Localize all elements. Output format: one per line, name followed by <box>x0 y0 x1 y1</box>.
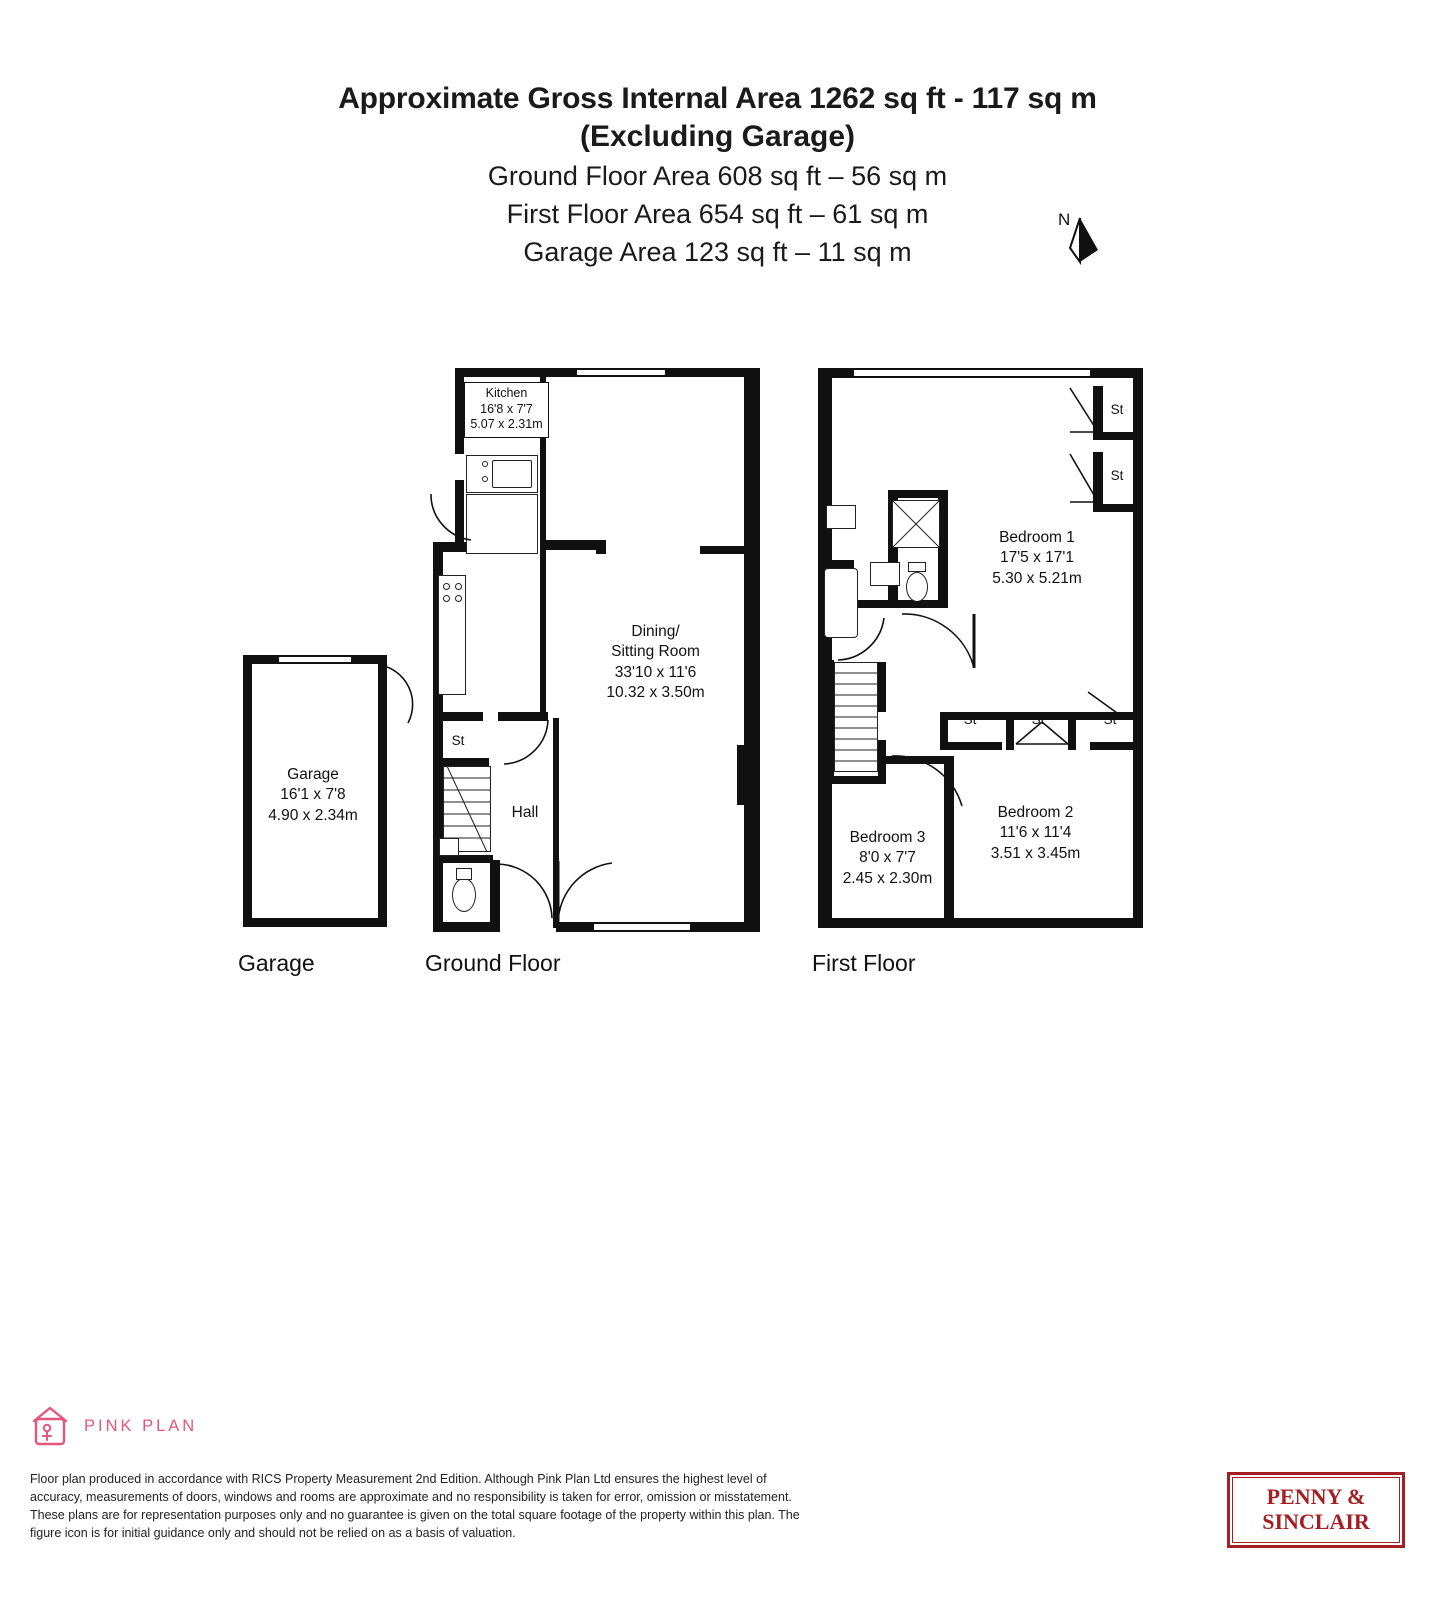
garage-area-text: Garage Area 123 sq ft – 11 sq m <box>523 237 912 268</box>
first-wall-right <box>1133 368 1143 928</box>
bedroom2-dims-metric: 3.51 x 3.45m <box>990 844 1081 862</box>
bedroom3-name: Bedroom 3 <box>849 829 926 846</box>
compass-north-label: N <box>1058 210 1071 229</box>
first-landing-cupboard-bottom-1 <box>940 742 1002 750</box>
ground-store-label: St <box>451 733 465 748</box>
first-staircase-lines <box>834 662 878 772</box>
ground-wall-kitchen-left <box>455 368 464 454</box>
pink-plan-label: PINK PLAN <box>84 1416 198 1435</box>
penny-sinclair-logo-inner <box>1232 1477 1400 1543</box>
store-door-swing <box>500 718 550 768</box>
wc-toilet <box>452 878 476 912</box>
kitchen-sink-basin <box>492 460 532 488</box>
penny-sinclair-logo <box>1227 1472 1405 1548</box>
bedroom2-label <box>958 803 1113 864</box>
kitchen-hob-ring-3 <box>443 583 450 590</box>
kitchen-hob-ring-4 <box>455 583 462 590</box>
bedroom1-dims-metric: 5.30 x 5.21m <box>992 569 1082 587</box>
dining-room-name-line2: Sitting Room <box>611 643 700 661</box>
first-store1-wall-bottom <box>1093 432 1143 440</box>
kitchen-units-left <box>438 575 466 695</box>
ground-wall-hall-bottom <box>433 922 498 932</box>
kitchen-door-swing <box>425 492 473 547</box>
bathroom-basin-2 <box>870 562 900 586</box>
kitchen-hob-ring-5 <box>443 595 450 602</box>
first-landing-cupboard-bottom-2 <box>1090 742 1142 750</box>
kitchen-dims-imperial: 16'8 x 7'7 <box>480 401 533 416</box>
bedroom3-dims-metric: 2.45 x 2.30m <box>842 869 933 887</box>
bathroom-basin-1 <box>826 505 856 529</box>
ground-wall-wc-top <box>433 855 493 863</box>
first-stair-wall-right-upper <box>878 662 886 712</box>
kitchen-label-box <box>464 382 549 438</box>
ground-wall-mid-stub <box>596 540 606 554</box>
bedroom3-label <box>830 828 945 889</box>
ground-wall-store-bottom <box>433 758 489 766</box>
first-floor-area-text: First Floor Area 654 sq ft – 61 sq m <box>506 199 929 230</box>
shower-cross-lines <box>892 500 940 548</box>
bedroom1-label <box>962 528 1112 589</box>
garage-room-name: Garage <box>287 766 339 783</box>
first-wall-bottom <box>818 918 1143 928</box>
kitchen-dims-metric: 5.07 x 2.31m <box>470 417 543 432</box>
garage-room-dims-imperial: 16'1 x 7'8 <box>280 786 346 804</box>
bedroom3-door-swing <box>890 752 970 810</box>
first-store1-door <box>1068 386 1100 438</box>
first-store-label-2: St <box>1110 468 1124 483</box>
garage-door-swing <box>378 663 420 733</box>
first-store-label-1: St <box>1110 402 1124 417</box>
garage-window-top <box>277 655 353 664</box>
hall-label: Hall <box>511 804 539 821</box>
wc-basin <box>439 838 459 856</box>
ground-wall-right-lower <box>744 800 760 932</box>
bedroom1-door-swing <box>888 612 978 672</box>
wc-cistern <box>456 868 472 880</box>
ground-wall-store-top-left <box>433 712 483 721</box>
agent-name-line1: PENNY & <box>1266 1484 1366 1510</box>
kitchen-hob-ring-1 <box>482 461 488 467</box>
floor-title-ground: Ground Floor <box>425 950 561 976</box>
dining-room-name-line1: Dining/ <box>631 623 680 640</box>
ground-wall-mid-1 <box>540 540 600 550</box>
bathroom-toilet <box>906 572 928 602</box>
garage-room-label <box>238 765 388 826</box>
first-store-label-3: St <box>963 712 977 727</box>
dining-room-dims-imperial: 33'10 x 11'6 <box>614 663 697 681</box>
bathroom-door-swing <box>834 616 886 664</box>
hall-front-door-swing <box>556 855 614 925</box>
header-title-line2: (Excluding Garage) <box>579 120 856 154</box>
ground-wall-right-bay <box>737 745 760 805</box>
first-store-label-4: St <box>1031 712 1045 727</box>
first-bath-wall-left-div <box>818 560 854 568</box>
disclaimer-text: Floor plan produced in accordance with RICS Property Measurement 2nd Edition. Although Pink Plan Ltd ensures the highest level of accuracy, measurements of doors, windows and rooms are approximate and no responsibility is taken for error, omission or misstatement. These plans are for representation purposes only and no guarantee is given on the total square footage of the property within this plan. The figure icon is for initial guidance only and should not be relied on as a basis of valuation. <box>30 1472 800 1541</box>
pink-plan-house-icon <box>30 1405 70 1447</box>
first-stair-wall-left <box>826 660 834 780</box>
ground-window-rear <box>575 368 667 377</box>
bathroom-cistern <box>908 562 926 572</box>
header-title-line1: Approximate Gross Internal Area 1262 sq ft - 117 sq m <box>338 82 1097 115</box>
kitchen-hob-ring-6 <box>455 595 462 602</box>
bedroom1-name: Bedroom 1 <box>999 529 1075 546</box>
garage-wall-bottom <box>243 918 387 927</box>
wc-door-swing <box>496 862 556 922</box>
garage-room-dims-metric: 4.90 x 2.34m <box>268 806 358 824</box>
kitchen-hob-ring-2 <box>482 476 488 482</box>
first-window-rear <box>852 368 1092 378</box>
first-store-label-5: St <box>1103 712 1117 727</box>
first-stair-wall-bottom <box>826 776 886 784</box>
bedroom2-dims-imperial: 11'6 x 11'4 <box>999 824 1072 842</box>
kitchen-worktop <box>466 494 538 554</box>
ground-wall-mid-2 <box>700 546 748 554</box>
dining-room-dims-metric: 10.32 x 3.50m <box>606 684 705 702</box>
ground-wall-right-mid <box>744 548 760 748</box>
pink-plan-branding <box>30 1405 197 1447</box>
first-wall-left-upper <box>818 368 832 503</box>
ground-wall-right-upper <box>744 368 760 558</box>
first-store2-wall-bottom <box>1093 504 1143 512</box>
bedroom1-dims-imperial: 17'5 x 17'1 <box>999 549 1074 567</box>
floor-title-garage: Garage <box>238 950 315 976</box>
dining-sitting-room-label <box>578 622 733 704</box>
bedroom3-dims-imperial: 8'0 x 7'7 <box>859 849 916 867</box>
kitchen-room-name: Kitchen <box>485 386 528 400</box>
agent-name-line2: SINCLAIR <box>1262 1509 1370 1534</box>
first-landing-cupboard-div-1 <box>1006 712 1014 750</box>
floor-title-first: First Floor <box>812 950 916 976</box>
ground-partition-corridor-right <box>540 548 546 718</box>
ground-floor-area-text: Ground Floor Area 608 sq ft – 56 sq m <box>487 160 948 191</box>
first-store2-door <box>1068 452 1100 508</box>
bedroom2-name: Bedroom 2 <box>997 804 1074 821</box>
